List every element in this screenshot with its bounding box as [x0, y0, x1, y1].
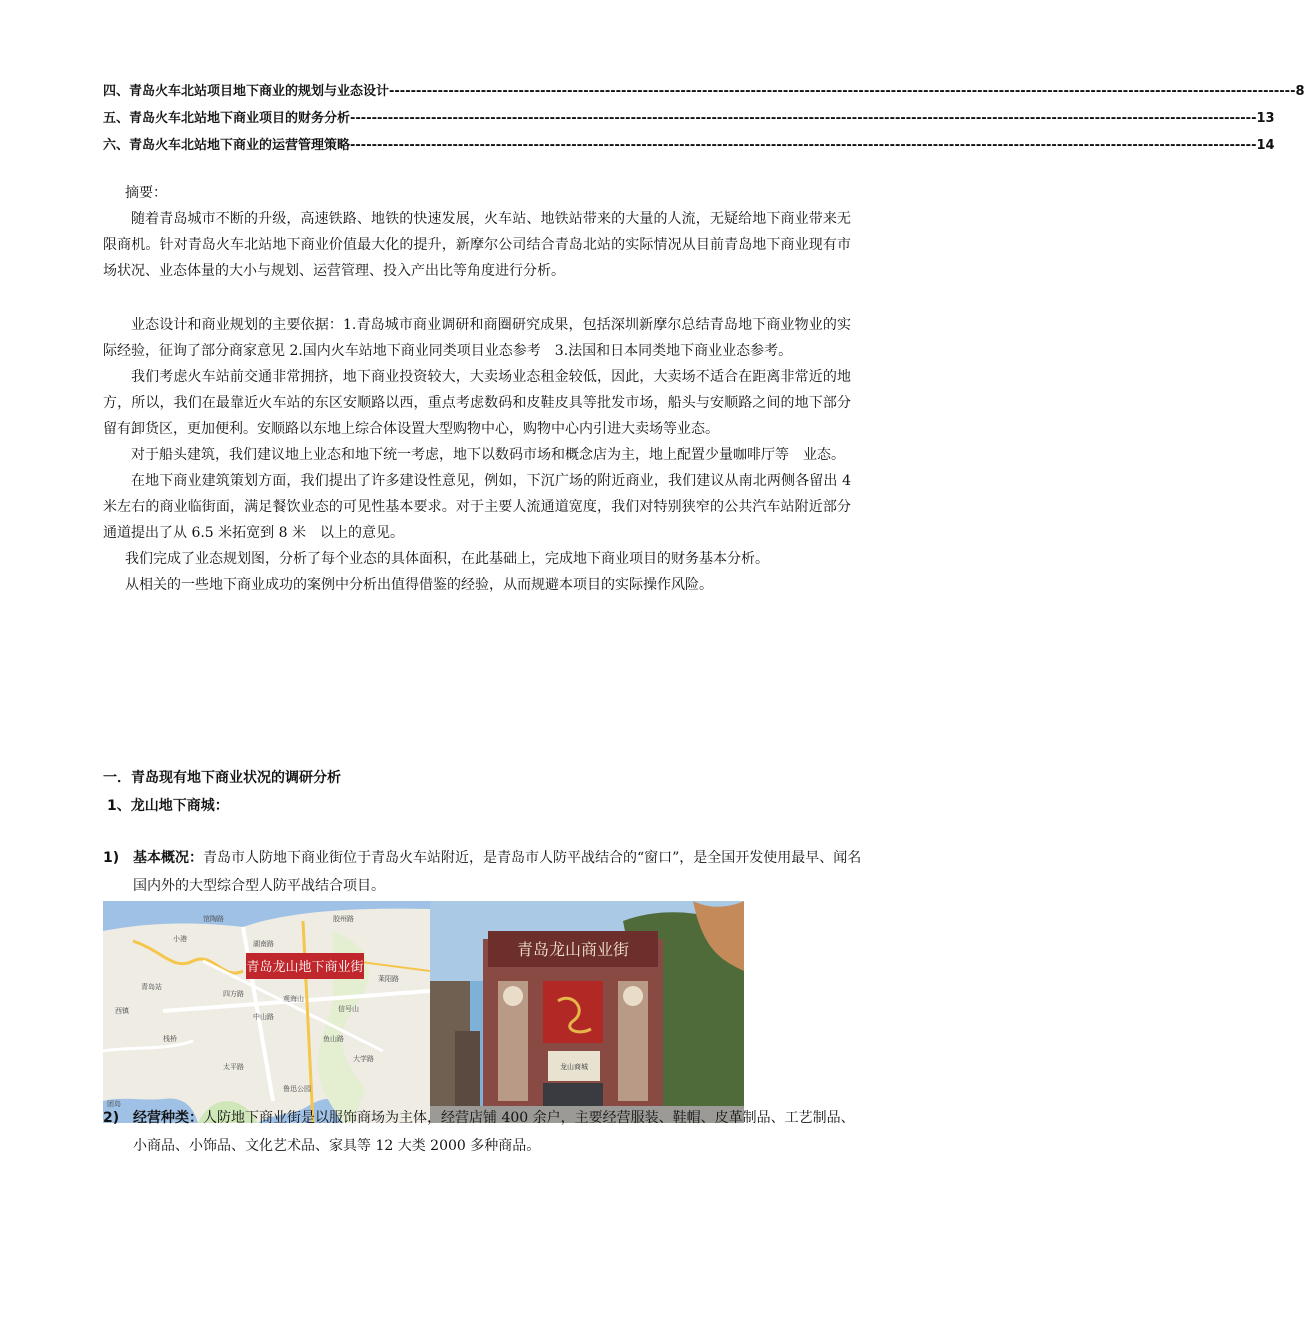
map-label: 太平路	[223, 1063, 244, 1071]
abstract-paragraph: 我们完成了业态规划图，分析了每个业态的具体面积，在此基础上，完成地下商业项目的财务基本分析。	[125, 551, 769, 567]
table-of-contents	[103, 78, 1305, 159]
item-text: 人防地下商业街是以服饰商场为主体，经营店铺 400 余户，主要经营服装、鞋帽、皮革制品、工艺制品、小商品、小饰品、文化艺术品、家具等 12 大类 2000 多种商品。	[133, 1110, 855, 1154]
item-number: 2)	[103, 1110, 120, 1126]
figure-images	[103, 901, 744, 1123]
map-label: 胶州路	[333, 915, 354, 923]
abstract-paragraph: 在地下商业建筑策划方面，我们提出了许多建设性意见，例如，下沉广场的附近商业，我们建议从南北两侧各留出 4 米左右的商业临街面，满足餐饮业态的可见性基本要求。对于主要人流通道宽度，我们对特别狭窄的公共汽车站附近部分通道提出了从 6.5 米拓宽到 8 米 以上的意见。	[103, 473, 851, 541]
map-label: 小港	[173, 935, 187, 943]
photo-plaque: 龙山商城	[560, 1063, 588, 1071]
abstract-paragraph: 我们考虑火车站前交通非常拥挤，地下商业投资较大，大卖场业态租金较低，因此，大卖场不适合在距离非常近的地方，所以，我们在最靠近火车站的东区安顺路以西，重点考虑数码和皮鞋皮具等批发市场，船头与安顺路之间的地下部分留有卸货区，更加便利。安顺路以东地上综合体设置大型购物中心，购物中心内引进大卖场等业态。	[103, 369, 851, 437]
toc-entry[interactable]: 五、青岛火车北站地下商业项目的财务分析 ------------------------------------------------------------------------------------------------------------------------------------------------------------------------ 13	[103, 105, 843, 132]
street-photo	[430, 901, 744, 1123]
map-label: 鱼山路	[323, 1035, 344, 1043]
toc-entry[interactable]: 四、青岛火车北站项目地下商业的规划与业态设计 ------------------------------------------------------------------------------------------------------------------------------------------------------------------------ 8	[103, 78, 843, 105]
item-label: 经营种类：	[133, 1110, 203, 1126]
map-label: 信号山	[338, 1005, 359, 1013]
map-label: 鲁迅公园	[283, 1085, 311, 1093]
location-figure	[103, 901, 744, 1123]
toc-page: 14	[1256, 138, 1275, 153]
location-map	[103, 901, 430, 1123]
map-label: 馆陶路	[203, 915, 224, 923]
map-label: 栈桥	[163, 1035, 177, 1043]
map-label: 西镇	[115, 1007, 129, 1015]
item-number: 1)	[103, 850, 120, 866]
item-text: 青岛市人防地下商业街位于青岛火车站附近，是青岛市人防平战结合的“窗口”，是全国开发使用最早、闻名国内外的大型综合型人防平战结合项目。	[133, 850, 862, 894]
map-label: 观海山	[283, 995, 304, 1003]
item-label: 基本概况：	[133, 850, 203, 866]
abstract-paragraph: 随着青岛城市不断的升级，高速铁路、地铁的快速发展，火车站、地铁站带来的大量的人流，无疑给地下商业带来无限商机。针对青岛火车北站地下商业价值最大化的提升，新摩尔公司结合青岛北站的实际情况从目前青岛地下商业现有市场状况、业态体量的大小与规划、运营管理、投入产出比等角度进行分析。	[103, 211, 851, 279]
toc-page: 8	[1295, 84, 1305, 99]
photo-sign: 青岛龙山商业街	[516, 940, 630, 959]
toc-title: 六、青岛火车北站地下商业的运营管理策略	[103, 138, 351, 153]
planning-block	[103, 312, 851, 598]
abstract-heading: 摘要：	[125, 185, 167, 201]
map-label: 青岛站	[141, 983, 162, 991]
info-item	[103, 1104, 863, 1160]
map-label: 中山路	[253, 1013, 274, 1021]
map-label: 莱阳路	[378, 975, 399, 983]
abstract-paragraph: 从相关的一些地下商业成功的案例中分析出值得借鉴的经验，从而规避本项目的实际操作风险。	[125, 577, 713, 593]
toc-title: 五、青岛火车北站地下商业项目的财务分析	[103, 111, 351, 126]
map-label: 团岛	[107, 1100, 121, 1108]
toc-entry[interactable]: 六、青岛火车北站地下商业的运营管理策略 ------------------------------------------------------------------------------------------------------------------------------------------------------------------------ 14	[103, 132, 843, 159]
toc-page: 13	[1256, 111, 1275, 126]
abstract-paragraph: 对于船头建筑，我们建议地上业态和地下统一考虑，地下以数码市场和概念店为主，地上配置少量咖啡厅等 业态。	[131, 447, 845, 463]
map-label: 四方路	[223, 990, 244, 998]
subsection-title: 1、龙山地下商城：	[107, 798, 229, 814]
abstract-block	[103, 180, 851, 284]
toc-title: 四、青岛火车北站项目地下商业的规划与业态设计	[103, 84, 390, 99]
section-title: 一．青岛现有地下商业状况的调研分析	[103, 770, 341, 786]
abstract-paragraph: 业态设计和商业规划的主要依据：1.青岛城市商业调研和商圈研究成果，包括深圳新摩尔总结青岛地下商业物业的实际经验，征询了部分商家意见 2.国内火车站地下商业同类项目业态参考 3.法国和日本同类地下商业业态参考。	[103, 317, 851, 359]
info-item	[103, 844, 863, 900]
map-callout: 青岛龙山地下商业街	[246, 960, 364, 975]
map-label: 大学路	[353, 1055, 374, 1063]
section-header	[103, 764, 851, 820]
map-label: 湖南路	[253, 940, 274, 948]
